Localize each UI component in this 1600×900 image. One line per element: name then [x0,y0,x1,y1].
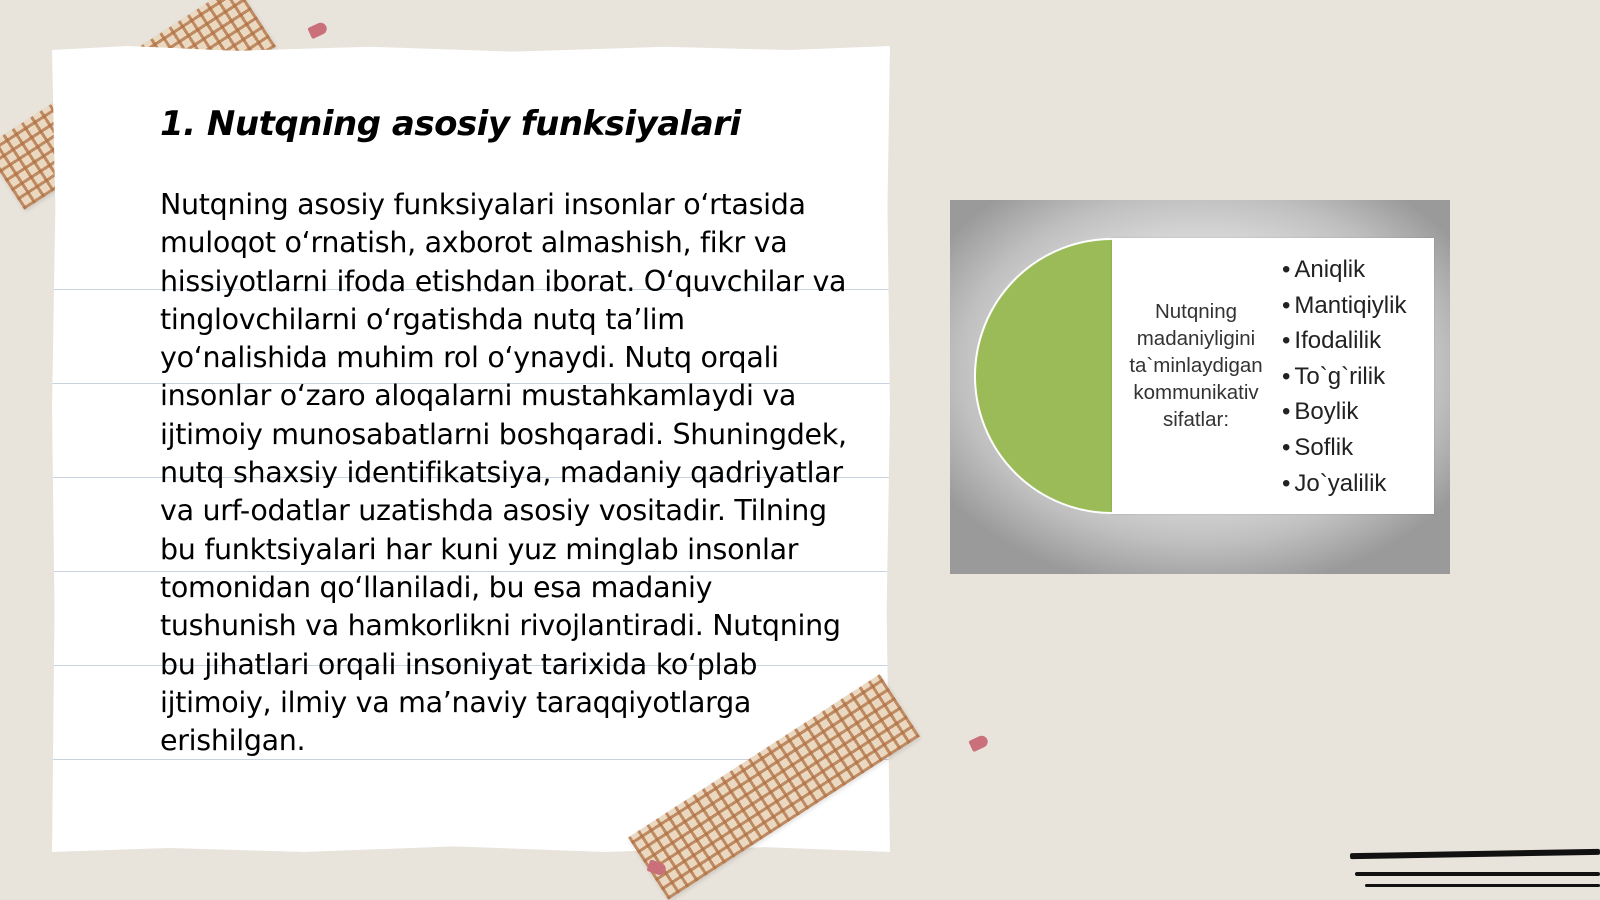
decorative-stroke [1355,872,1600,876]
quality-item: • Jo`yalilik [1282,466,1406,502]
quality-item: • Ifodalilik [1282,323,1406,359]
qualities-panel [1112,238,1434,514]
tape-pin-right [968,734,989,752]
figure-center-label: Nutqning madaniyligini ta`minlaydigan kommunikativ sifatlar: [1129,300,1263,431]
quality-item: • To`g`rilik [1282,359,1406,395]
tape-pin-top [307,21,328,39]
slide-body-text: Nutqning asosiy funksiyalari insonlar o‘rtasida muloqot o‘rnatish, axborot almashish, fikr va hissiyotlarni ifoda etishdan iborat. O‘quvchilar va tinglovchilarni o‘rgatishda nutq ta’lim yo‘nalishida muhim rol o‘ynaydi. Nutq orqali insonlar o‘zaro aloqalarni mustahkamlaydi va ijtimoiy munosabatlarni boshqaradi. Shuningdek, nutq shaxsiy identifikatsiya, madaniy qadriyatlar va urf-odatlar uzatishda asosiy vositadir. Tilning bu funktsiyalari har kuni yuz minglab insonlar tomonidan qo‘llaniladi, bu esa madaniy tushunish va hamkorlikni rivojlantiradi. Nutqning bu jihatlari orqali insoniyat tarixida ko‘plab ijtimoiy, ilmiy va ma’naviy taraqqiyotlarga erishilgan. [160,188,847,758]
quality-item: • Mantiqiylik [1282,288,1406,324]
decorative-stroke [1365,884,1600,887]
quality-item: • Aniqlik [1282,252,1406,288]
slide-title: 1. Nutqning asosiy funksiyalari [160,104,741,144]
communicative-qualities-figure [950,200,1450,574]
quality-item: • Soflik [1282,430,1406,466]
decorative-stroke [1350,849,1600,859]
qualities-list [1282,252,1406,501]
quality-item: • Boylik [1282,394,1406,430]
